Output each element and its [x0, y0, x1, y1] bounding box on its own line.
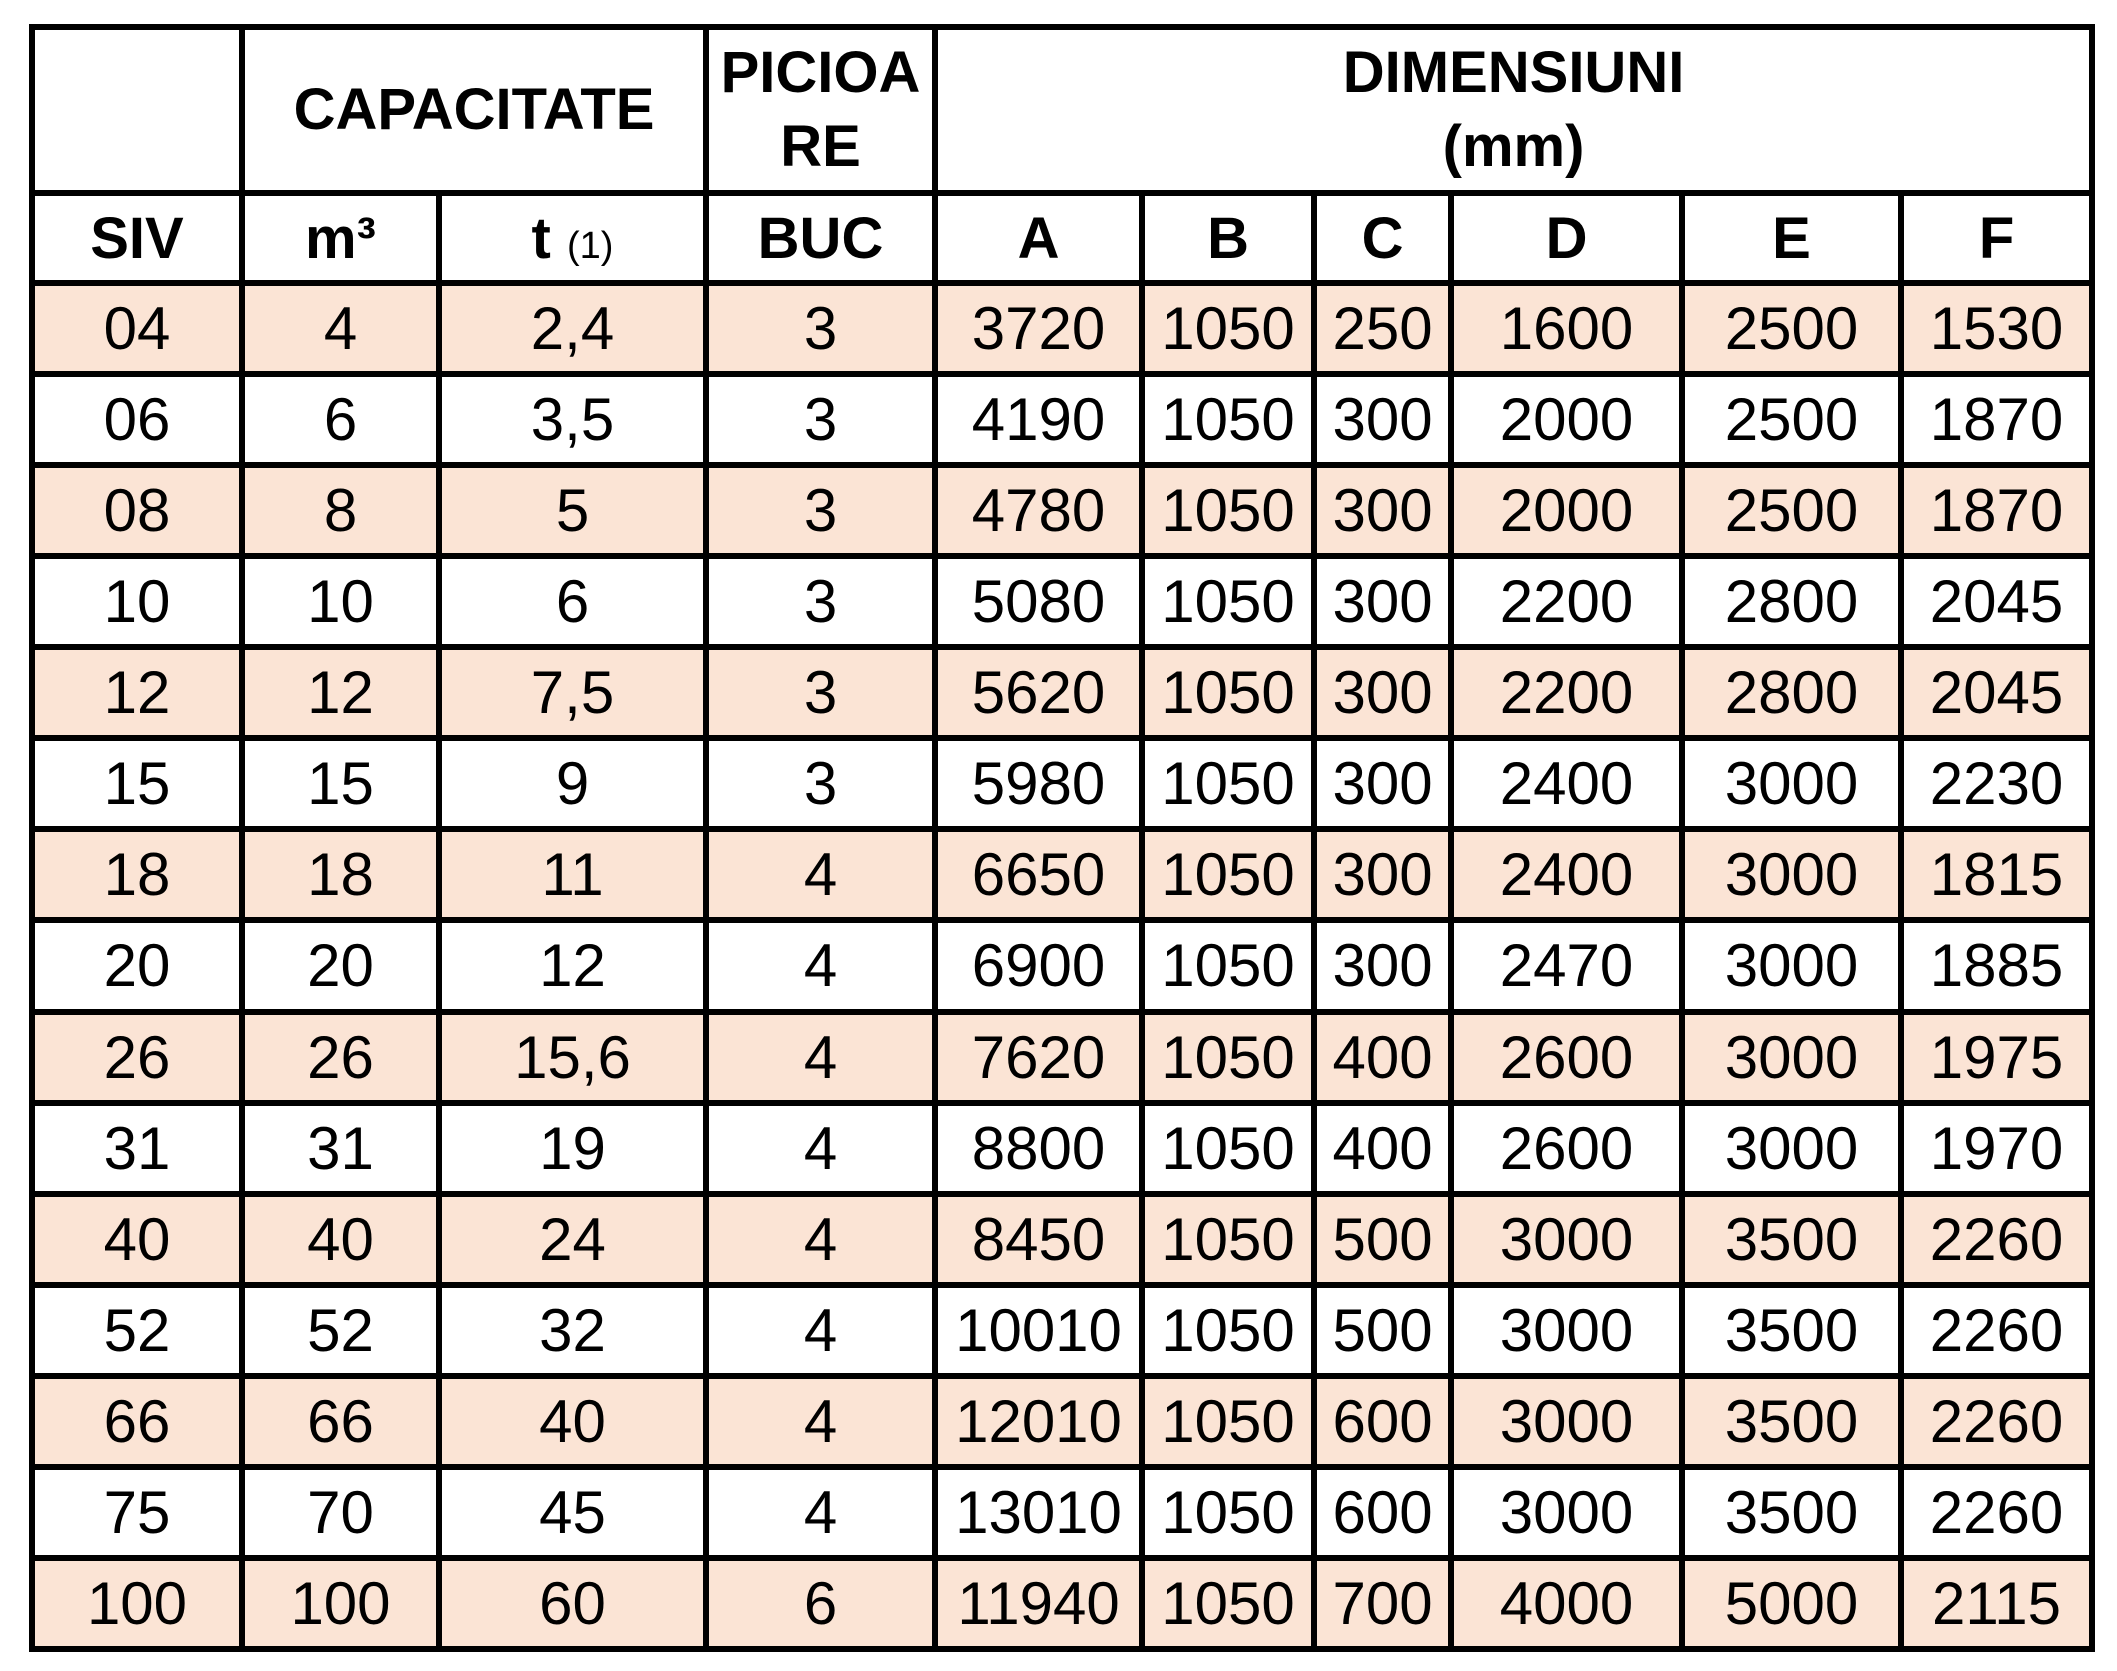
- cell-f: 2045: [1901, 556, 2092, 647]
- cell-m3: 26: [242, 1012, 439, 1103]
- cell-f: 2260: [1901, 1194, 2092, 1285]
- cell-c: 400: [1314, 1012, 1451, 1103]
- cell-b: 1050: [1142, 465, 1314, 556]
- cell-b: 1050: [1142, 1467, 1314, 1558]
- cell-m3: 66: [242, 1376, 439, 1467]
- cell-d: 3000: [1451, 1467, 1682, 1558]
- cell-d: 3000: [1451, 1194, 1682, 1285]
- header-empty-cell: [32, 27, 242, 193]
- table-row: [32, 738, 2092, 829]
- cell-t: 32: [439, 1285, 706, 1376]
- cell-b: 1050: [1142, 647, 1314, 738]
- cell-c: 300: [1314, 738, 1451, 829]
- table-row: [32, 283, 2092, 374]
- cell-d: 4000: [1451, 1558, 1682, 1649]
- cell-buc: 4: [706, 1285, 935, 1376]
- cell-siv: 26: [32, 1012, 242, 1103]
- cell-t: 5: [439, 465, 706, 556]
- cell-a: 4190: [935, 374, 1142, 465]
- header-dimensions-line1: DIMENSIUNI: [1342, 39, 1685, 105]
- cell-siv: 75: [32, 1467, 242, 1558]
- cell-f: 1975: [1901, 1012, 2092, 1103]
- column-header-d: D: [1451, 193, 1682, 283]
- cell-siv: 04: [32, 283, 242, 374]
- cell-c: 700: [1314, 1558, 1451, 1649]
- cell-a: 8450: [935, 1194, 1142, 1285]
- column-header-t-label: t: [531, 205, 551, 271]
- cell-a: 5980: [935, 738, 1142, 829]
- cell-f: 2260: [1901, 1467, 2092, 1558]
- cell-a: 8800: [935, 1103, 1142, 1194]
- cell-buc: 4: [706, 1467, 935, 1558]
- cell-d: 2470: [1451, 920, 1682, 1011]
- table-row: [32, 920, 2092, 1011]
- cell-b: 1050: [1142, 738, 1314, 829]
- table-row: [32, 1467, 2092, 1558]
- cell-m3: 52: [242, 1285, 439, 1376]
- cell-e: 3000: [1682, 920, 1901, 1011]
- header-capacity: [242, 27, 706, 193]
- cell-e: 3000: [1682, 829, 1901, 920]
- header-row-columns: [32, 193, 2092, 283]
- cell-siv: 15: [32, 738, 242, 829]
- cell-a: 5620: [935, 647, 1142, 738]
- cell-siv: 40: [32, 1194, 242, 1285]
- column-header-b: B: [1142, 193, 1314, 283]
- cell-f: 2045: [1901, 647, 2092, 738]
- cell-m3: 100: [242, 1558, 439, 1649]
- cell-m3: 4: [242, 283, 439, 374]
- cell-siv: 08: [32, 465, 242, 556]
- table-row: [32, 1103, 2092, 1194]
- cell-d: 1600: [1451, 283, 1682, 374]
- cell-b: 1050: [1142, 1194, 1314, 1285]
- cell-m3: 20: [242, 920, 439, 1011]
- cell-siv: 18: [32, 829, 242, 920]
- cell-f: 1815: [1901, 829, 2092, 920]
- table-row: [32, 1376, 2092, 1467]
- cell-d: 2000: [1451, 374, 1682, 465]
- cell-c: 400: [1314, 1103, 1451, 1194]
- cell-m3: 40: [242, 1194, 439, 1285]
- cell-e: 2500: [1682, 374, 1901, 465]
- cell-buc: 3: [706, 374, 935, 465]
- header-legs-line1: PICIOA: [720, 39, 921, 105]
- table-row: [32, 1194, 2092, 1285]
- cell-t: 3,5: [439, 374, 706, 465]
- header-dimensions: [935, 27, 2092, 193]
- cell-c: 600: [1314, 1376, 1451, 1467]
- cell-c: 500: [1314, 1285, 1451, 1376]
- cell-f: 2115: [1901, 1558, 2092, 1649]
- cell-b: 1050: [1142, 374, 1314, 465]
- column-header-siv: SIV: [32, 193, 242, 283]
- cell-siv: 10: [32, 556, 242, 647]
- cell-d: 2200: [1451, 556, 1682, 647]
- cell-t: 7,5: [439, 647, 706, 738]
- cell-f: 2260: [1901, 1376, 2092, 1467]
- cell-e: 2500: [1682, 465, 1901, 556]
- header-row-top: [32, 27, 2092, 193]
- cell-f: 1530: [1901, 283, 2092, 374]
- table-row: [32, 647, 2092, 738]
- cell-e: 3500: [1682, 1376, 1901, 1467]
- cell-t: 11: [439, 829, 706, 920]
- cell-m3: 6: [242, 374, 439, 465]
- column-header-t-note: (1): [567, 224, 614, 267]
- cell-b: 1050: [1142, 829, 1314, 920]
- cell-d: 3000: [1451, 1285, 1682, 1376]
- cell-buc: 4: [706, 1194, 935, 1285]
- cell-e: 3000: [1682, 738, 1901, 829]
- cell-siv: 12: [32, 647, 242, 738]
- cell-d: 2200: [1451, 647, 1682, 738]
- cell-buc: 4: [706, 1103, 935, 1194]
- column-header-t: [439, 193, 706, 283]
- cell-a: 6900: [935, 920, 1142, 1011]
- cell-buc: 4: [706, 920, 935, 1011]
- cell-b: 1050: [1142, 283, 1314, 374]
- table-body: [32, 283, 2092, 1649]
- cell-f: 2230: [1901, 738, 2092, 829]
- cell-c: 300: [1314, 556, 1451, 647]
- cell-a: 11940: [935, 1558, 1142, 1649]
- cell-c: 300: [1314, 374, 1451, 465]
- cell-b: 1050: [1142, 556, 1314, 647]
- cell-buc: 3: [706, 738, 935, 829]
- cell-e: 3000: [1682, 1103, 1901, 1194]
- cell-f: 1870: [1901, 374, 2092, 465]
- cell-t: 2,4: [439, 283, 706, 374]
- cell-d: 2000: [1451, 465, 1682, 556]
- cell-t: 19: [439, 1103, 706, 1194]
- cell-b: 1050: [1142, 1012, 1314, 1103]
- cell-c: 600: [1314, 1467, 1451, 1558]
- cell-b: 1050: [1142, 920, 1314, 1011]
- silo-dimensions-table: [29, 24, 2095, 1652]
- table-row: [32, 1558, 2092, 1649]
- column-header-f: F: [1901, 193, 2092, 283]
- cell-e: 3500: [1682, 1285, 1901, 1376]
- cell-d: 2400: [1451, 829, 1682, 920]
- cell-f: 1885: [1901, 920, 2092, 1011]
- cell-d: 3000: [1451, 1376, 1682, 1467]
- cell-e: 3000: [1682, 1012, 1901, 1103]
- cell-b: 1050: [1142, 1103, 1314, 1194]
- cell-buc: 3: [706, 465, 935, 556]
- table-row: [32, 1012, 2092, 1103]
- cell-b: 1050: [1142, 1376, 1314, 1467]
- cell-m3: 70: [242, 1467, 439, 1558]
- cell-m3: 15: [242, 738, 439, 829]
- cell-a: 4780: [935, 465, 1142, 556]
- header-legs: [706, 27, 935, 193]
- cell-d: 2600: [1451, 1012, 1682, 1103]
- cell-a: 12010: [935, 1376, 1142, 1467]
- cell-a: 6650: [935, 829, 1142, 920]
- column-header-buc: BUC: [706, 193, 935, 283]
- cell-e: 3500: [1682, 1194, 1901, 1285]
- cell-b: 1050: [1142, 1285, 1314, 1376]
- cell-e: 2800: [1682, 647, 1901, 738]
- cell-f: 2260: [1901, 1285, 2092, 1376]
- cell-a: 10010: [935, 1285, 1142, 1376]
- cell-m3: 18: [242, 829, 439, 920]
- cell-a: 3720: [935, 283, 1142, 374]
- cell-siv: 31: [32, 1103, 242, 1194]
- header-dimensions-line2: (mm): [1442, 114, 1585, 179]
- cell-a: 7620: [935, 1012, 1142, 1103]
- header-capacity-label: CAPACITATE: [293, 76, 655, 142]
- cell-t: 9: [439, 738, 706, 829]
- cell-t: 15,6: [439, 1012, 706, 1103]
- cell-siv: 06: [32, 374, 242, 465]
- cell-buc: 3: [706, 556, 935, 647]
- cell-siv: 52: [32, 1285, 242, 1376]
- cell-e: 3500: [1682, 1467, 1901, 1558]
- cell-c: 300: [1314, 465, 1451, 556]
- cell-t: 45: [439, 1467, 706, 1558]
- cell-buc: 3: [706, 283, 935, 374]
- table-row: [32, 829, 2092, 920]
- header-legs-line2: RE: [780, 114, 861, 179]
- table-row: [32, 465, 2092, 556]
- column-header-e: E: [1682, 193, 1901, 283]
- cell-t: 40: [439, 1376, 706, 1467]
- cell-d: 2400: [1451, 738, 1682, 829]
- cell-buc: 4: [706, 1376, 935, 1467]
- cell-c: 300: [1314, 920, 1451, 1011]
- cell-b: 1050: [1142, 1558, 1314, 1649]
- cell-e: 5000: [1682, 1558, 1901, 1649]
- column-header-a: A: [935, 193, 1142, 283]
- cell-t: 6: [439, 556, 706, 647]
- cell-e: 2800: [1682, 556, 1901, 647]
- table-row: [32, 374, 2092, 465]
- cell-f: 1870: [1901, 465, 2092, 556]
- cell-t: 60: [439, 1558, 706, 1649]
- cell-t: 12: [439, 920, 706, 1011]
- cell-m3: 31: [242, 1103, 439, 1194]
- column-header-c: C: [1314, 193, 1451, 283]
- cell-m3: 12: [242, 647, 439, 738]
- cell-t: 24: [439, 1194, 706, 1285]
- column-header-m3: m³: [242, 193, 439, 283]
- cell-f: 1970: [1901, 1103, 2092, 1194]
- cell-buc: 4: [706, 1012, 935, 1103]
- cell-c: 250: [1314, 283, 1451, 374]
- cell-siv: 20: [32, 920, 242, 1011]
- cell-buc: 6: [706, 1558, 935, 1649]
- cell-e: 2500: [1682, 283, 1901, 374]
- cell-m3: 8: [242, 465, 439, 556]
- cell-siv: 100: [32, 1558, 242, 1649]
- cell-c: 500: [1314, 1194, 1451, 1285]
- cell-c: 300: [1314, 829, 1451, 920]
- table-row: [32, 1285, 2092, 1376]
- cell-d: 2600: [1451, 1103, 1682, 1194]
- cell-buc: 4: [706, 829, 935, 920]
- cell-a: 13010: [935, 1467, 1142, 1558]
- table-row: [32, 556, 2092, 647]
- cell-buc: 3: [706, 647, 935, 738]
- cell-a: 5080: [935, 556, 1142, 647]
- cell-c: 300: [1314, 647, 1451, 738]
- cell-siv: 66: [32, 1376, 242, 1467]
- cell-m3: 10: [242, 556, 439, 647]
